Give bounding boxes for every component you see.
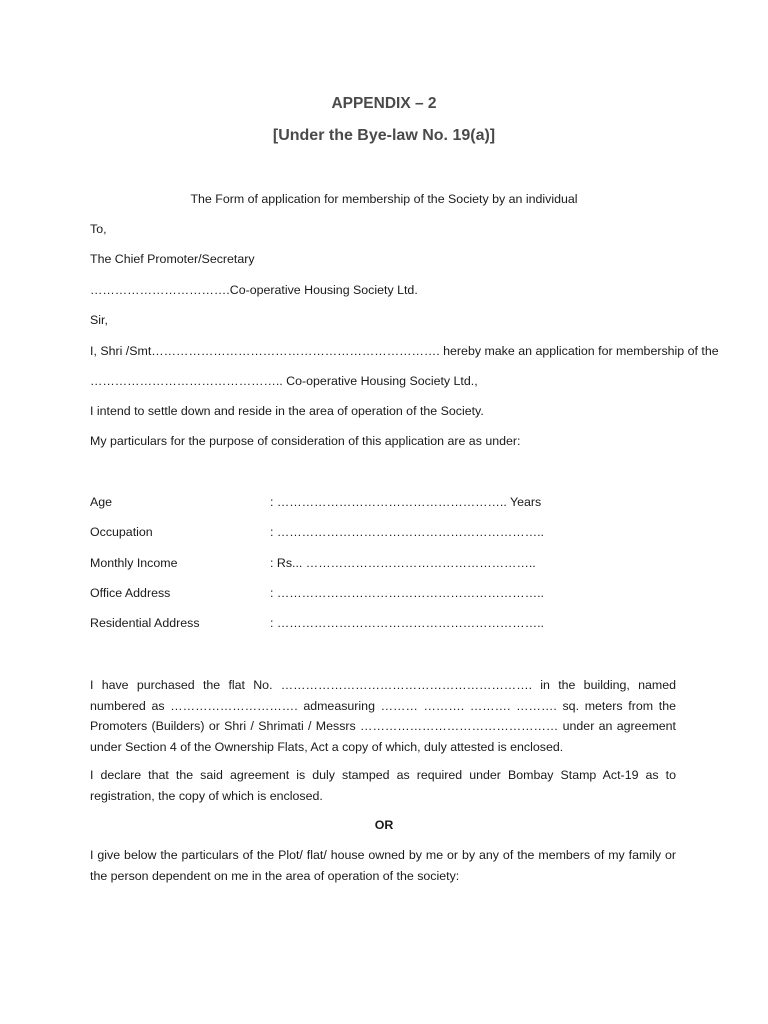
form-intro: The Form of application for membership of the Society by an individual xyxy=(190,192,578,206)
salutation: Sir, xyxy=(90,313,108,327)
particular-label-office-address: Office Address xyxy=(90,586,171,600)
recipient-line: The Chief Promoter/Secretary xyxy=(90,252,255,266)
particular-label-monthly-income: Monthly Income xyxy=(90,556,178,570)
particular-label-age: Age xyxy=(90,495,113,509)
or-separator: OR xyxy=(374,818,394,832)
flat-purchase-paragraph: I have purchased the flat No. ……………………………………………………. in the building, named numbered as …………………………. admeasuring ……… ………. ………. ………. sq. meters from the Promoters (Builders) or Shri / Shrimati / Messrs ………………………………………… under an agreement under Section 4 of the Ownership Flats, Act a copy of which, duly attested is enclosed. xyxy=(90,678,676,754)
bye-law-subtitle: [Under the Bye-law No. 19(a)] xyxy=(272,127,496,144)
particular-value-office-address: : ……………………………………………………….. xyxy=(270,586,544,600)
application-line-1: I, Shri /Smt……………………………………………………………. hereby make an application for membership of the xyxy=(90,344,719,358)
particular-value-age: : ……………………………………………….. Years xyxy=(270,495,542,509)
property-particulars-paragraph: I give below the particulars of the Plot/ flat/ house owned by me or by any of the members of my family or the person dependent on me in the area of operation of the society: xyxy=(90,848,676,883)
particulars-intro: My particulars for the purpose of consideration of this application are as under: xyxy=(90,434,521,448)
application-line-2: ……………………………………….. Co-operative Housing Society Ltd., xyxy=(90,374,478,388)
particular-label-residential-address: Residential Address xyxy=(90,616,200,630)
stamp-declaration-paragraph: I declare that the said agreement is duly stamped as required under Bombay Stamp Act-19 as to registration, the copy of which is enclosed. xyxy=(90,768,676,803)
society-name-line: …………………………….Co-operative Housing Society Ltd. xyxy=(90,283,418,297)
particular-value-occupation: : ……………………………………………………….. xyxy=(270,525,544,539)
intend-line: I intend to settle down and reside in the area of operation of the Society. xyxy=(90,404,484,418)
particular-label-occupation: Occupation xyxy=(90,525,153,539)
particular-value-residential-address: : ……………………………………………………….. xyxy=(270,616,544,630)
to-line: To, xyxy=(90,222,107,236)
appendix-title: APPENDIX – 2 xyxy=(331,95,437,112)
particular-value-monthly-income: : Rs... ……………………………………………….. xyxy=(270,556,536,570)
